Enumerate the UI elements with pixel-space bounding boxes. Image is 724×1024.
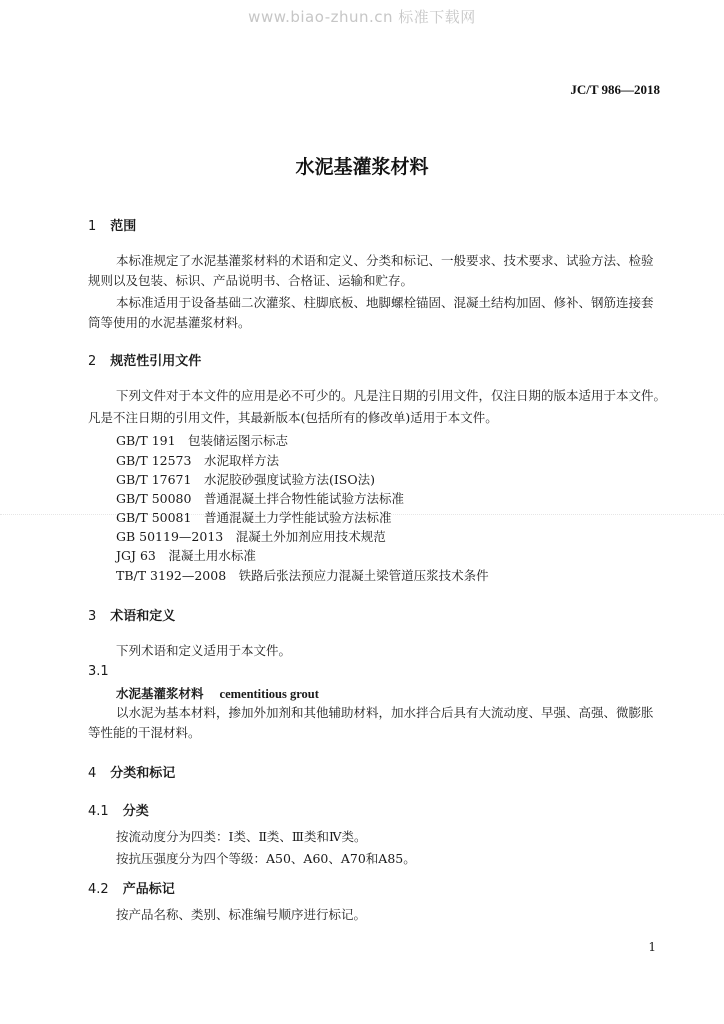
reference-item: GB/T 50081 普通混凝土力学性能试验方法标准 [116,510,392,525]
reference-item: TB/T 3192—2008 铁路后张法预应力混凝土梁管道压浆技术条件 [116,568,489,583]
paragraph-line: 筒等使用的水泥基灌浆材料。 [88,315,251,330]
paragraph-line: 按流动度分为四类：Ⅰ类、Ⅱ类、Ⅲ类和Ⅳ类。 [116,829,367,844]
standard-number: JC/T 986—2018 [570,82,660,97]
section-4-heading [88,762,175,781]
term-chinese: 水泥基灌浆材料 [116,686,204,701]
term-english: cementitious grout [219,687,319,701]
section-title: 术语和定义 [110,609,176,624]
section-number: 3 [88,609,97,624]
paragraph-line: 本标准适用于设备基础二次灌浆、柱脚底板、地脚螺栓锚固、混凝土结构加固、修补、钢筋连接套 [116,295,654,310]
paragraph-line: 按抗压强度分为四个等级：A50、A60、A70和A85。 [116,851,416,866]
reference-item: GB/T 191 包装储运图示标志 [116,433,289,448]
subsection-number: 3.1 [88,664,109,679]
paragraph-line: 下列术语和定义适用于本文件。 [116,643,292,658]
watermark: www.biao-zhun.cn 标准下载网 [248,8,476,26]
reference-item: GB/T 17671 水泥胶砂强度试验方法(ISO法) [116,472,375,487]
paragraph-line: 凡是不注日期的引用文件，其最新版本(包括所有的修改单)适用于本文件。 [88,410,498,425]
section-number: 4 [88,766,97,781]
paragraph-line: 下列文件对于本文件的应用是必不可少的。凡是注日期的引用文件，仅注日期的版本适用于本文件。 [116,388,667,403]
reference-item: GB 50119—2013 混凝土外加剂应用技术规范 [116,529,386,544]
paragraph-line: 按产品名称、类别、标准编号顺序进行标记。 [116,907,367,922]
subsection-4-2-heading [88,878,175,897]
reference-item: JGJ 63 混凝土用水标准 [116,548,256,563]
section-title: 范围 [110,219,137,234]
subsection-number: 4.2 [88,882,109,897]
definition-line: 等性能的干混材料。 [88,725,201,740]
reference-item: GB/T 50080 普通混凝土拌合物性能试验方法标准 [116,491,404,506]
definition-line: 以水泥为基本材料，掺加外加剂和其他辅助材料，加水拌合后具有大流动度、早强、高强、微膨胀 [116,705,654,720]
subsection-title: 产品标记 [122,882,175,897]
section-3-heading [88,605,175,624]
subsection-number: 4.1 [88,804,109,819]
section-2-heading [88,350,201,369]
section-number: 2 [88,354,97,369]
section-number: 1 [88,219,97,234]
paragraph-line: 规则以及包装、标识、产品说明书、合格证、运输和贮存。 [88,273,414,288]
subsection-title: 分类 [122,804,149,819]
section-title: 分类和标记 [110,766,176,781]
paragraph-line: 本标准规定了水泥基灌浆材料的术语和定义、分类和标记、一般要求、技术要求、试验方法、检验 [116,253,654,268]
page-number: 1 [648,940,656,954]
section-1-heading [88,215,136,234]
section-title: 规范性引用文件 [110,354,202,369]
term-entry [116,684,319,702]
reference-item: GB/T 12573 水泥取样方法 [116,453,279,468]
document-title: 水泥基灌浆材料 [295,156,429,178]
subsection-4-1-heading [88,800,149,819]
